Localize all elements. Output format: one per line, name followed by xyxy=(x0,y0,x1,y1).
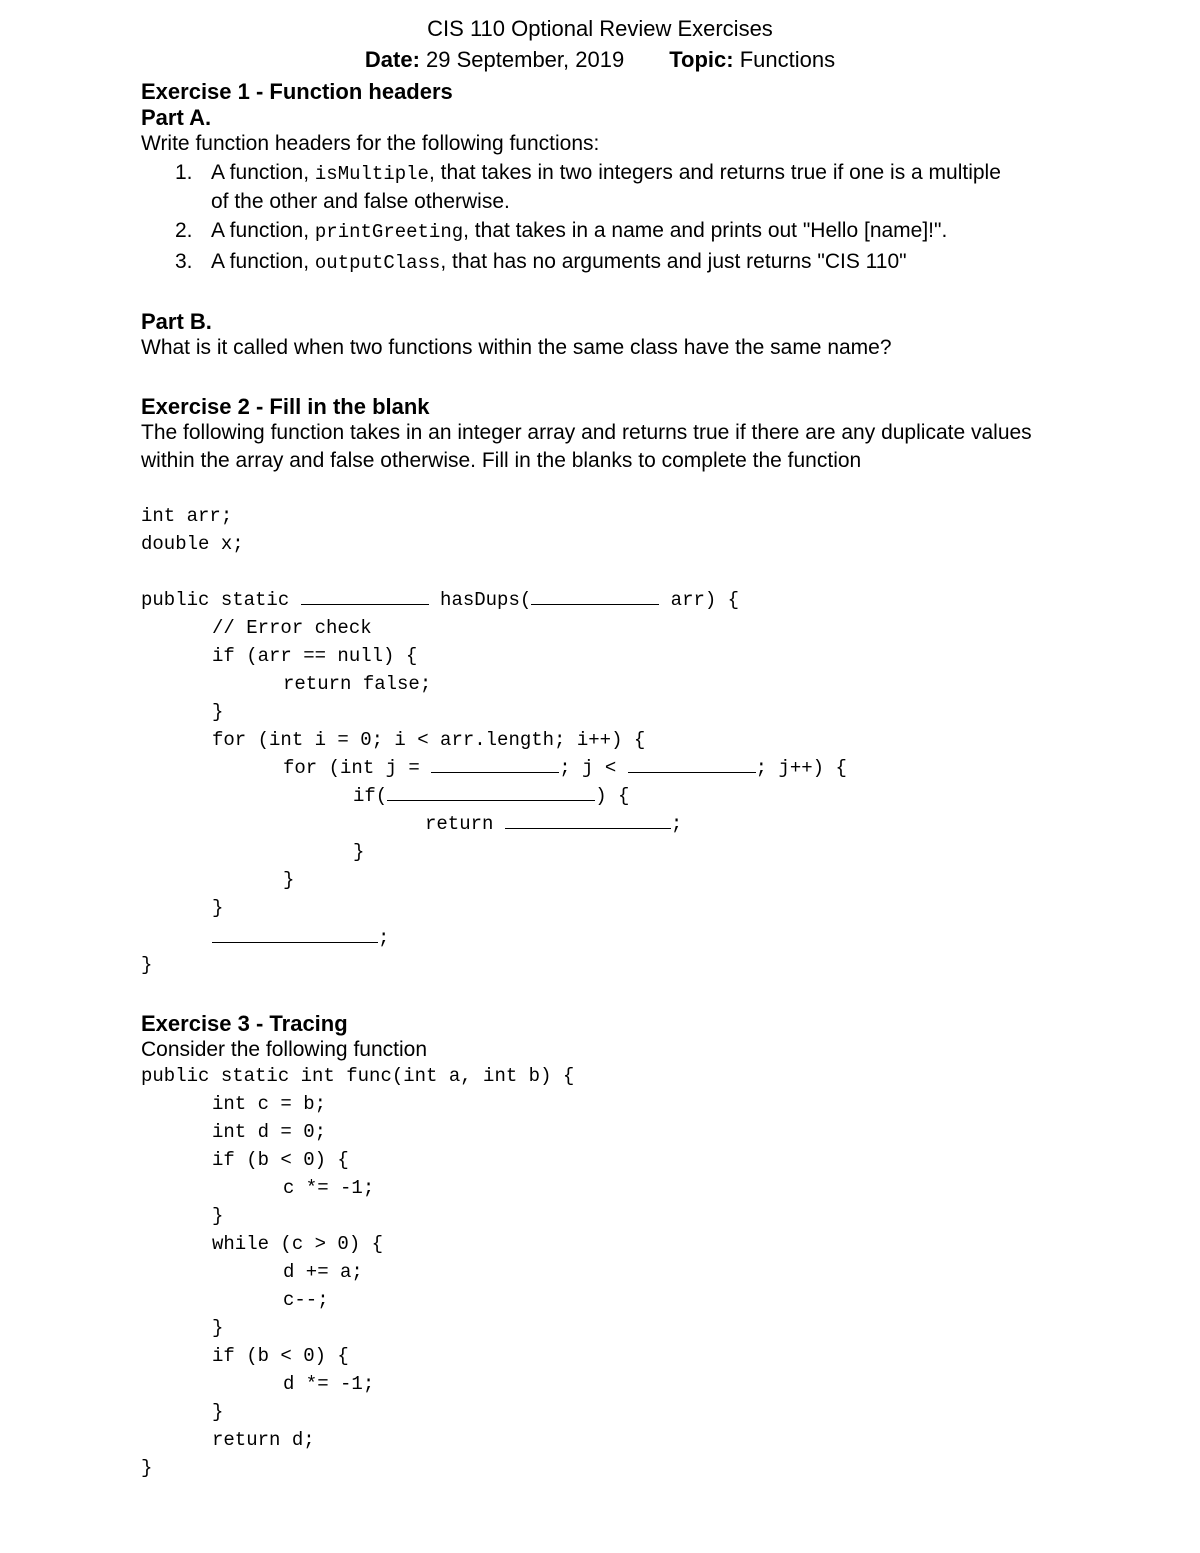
code-close-brace: } xyxy=(283,869,295,891)
exercise1-partA-intro: Write function headers for the following functions: xyxy=(141,132,600,155)
code-line-inner-for xyxy=(283,757,847,779)
code-line: int c = b; xyxy=(212,1093,327,1115)
fill-in-blank xyxy=(505,813,671,829)
code-line-final-return xyxy=(212,927,389,949)
code-line-return xyxy=(425,813,682,835)
topic-value: Functions xyxy=(739,47,836,72)
list-item-text: A function, xyxy=(211,250,315,273)
code-line-signature xyxy=(141,589,739,611)
code-line: d += a; xyxy=(283,1261,363,1283)
code-line: double x; xyxy=(141,533,244,555)
date-label: Date: xyxy=(364,47,420,72)
code-text: return xyxy=(425,813,505,835)
list-item-number: 1. xyxy=(175,161,193,184)
code-close-brace: } xyxy=(353,841,365,863)
code-text: hasDups( xyxy=(428,589,532,611)
fill-in-blank xyxy=(431,757,559,773)
code-text: ; j++) { xyxy=(755,757,847,779)
code-line-if xyxy=(353,785,629,807)
function-name-code: outputClass xyxy=(314,252,441,274)
code-line: c--; xyxy=(283,1289,329,1311)
code-close-brace: } xyxy=(212,1205,224,1227)
code-line: c *= -1; xyxy=(283,1177,375,1199)
function-name-code: isMultiple xyxy=(314,163,429,185)
code-text: for (int j = xyxy=(283,757,432,779)
exercise2-description: The following function takes in an integer array and returns true if there are any duplicate values xyxy=(141,421,1032,444)
code-text: ) { xyxy=(595,785,630,807)
list-item-text: A function, xyxy=(211,161,315,184)
list-item-text: , that takes in a name and prints out "Hello [name]!". xyxy=(463,219,948,242)
document-title: CIS 110 Optional Review Exercises xyxy=(427,16,773,41)
code-close-brace: } xyxy=(212,1317,224,1339)
list-item xyxy=(211,219,947,243)
code-line: while (c > 0) { xyxy=(212,1233,384,1255)
code-line: for (int i = 0; i < arr.length; i++) { xyxy=(212,729,646,751)
fill-in-blank xyxy=(212,927,378,943)
exercise1-title: Exercise 1 - Function headers xyxy=(141,79,453,104)
code-text: ; xyxy=(670,813,683,835)
code-close-brace: } xyxy=(212,1401,224,1423)
fill-in-blank xyxy=(301,589,429,605)
exercise3-intro: Consider the following function xyxy=(141,1038,428,1061)
exercise2-description: within the array and false otherwise. Fill in the blanks to complete the function xyxy=(141,449,862,472)
list-item-text: , that has no arguments and just returns "CIS 110" xyxy=(440,250,907,273)
code-text: ; xyxy=(378,927,390,949)
fill-in-blank xyxy=(387,785,595,801)
exercise1-partB-question: What is it called when two functions within the same class have the same name? xyxy=(141,336,892,359)
code-line: if (arr == null) { xyxy=(212,645,418,667)
exercise1-partA-title: Part A. xyxy=(141,105,212,130)
code-text: public static xyxy=(141,589,301,611)
code-close-brace: } xyxy=(141,1457,153,1479)
code-line: if (b < 0) { xyxy=(212,1345,349,1367)
code-line: return d; xyxy=(212,1429,315,1451)
code-close-brace: } xyxy=(212,701,224,723)
code-comment: // Error check xyxy=(212,617,372,639)
list-item xyxy=(211,250,907,274)
code-line: public static int func(int a, int b) { xyxy=(141,1065,575,1087)
list-item-continuation: of the other and false otherwise. xyxy=(211,190,510,213)
code-line: int d = 0; xyxy=(212,1121,327,1143)
list-item-number: 2. xyxy=(175,219,193,242)
document-subheader xyxy=(0,47,1200,73)
list-item xyxy=(211,161,1001,185)
list-item-text: , that takes in two integers and returns true if one is a multiple xyxy=(428,161,1001,184)
function-name-code: printGreeting xyxy=(314,221,464,243)
date-value: 29 September, 2019 xyxy=(426,47,625,72)
code-line: d *= -1; xyxy=(283,1373,375,1395)
fill-in-blank xyxy=(531,589,659,605)
code-line: int arr; xyxy=(141,505,233,527)
exercise2-title: Exercise 2 - Fill in the blank xyxy=(141,394,430,419)
code-line: if (b < 0) { xyxy=(212,1149,349,1171)
exercise1-partB-title: Part B. xyxy=(141,309,212,334)
code-text: arr) { xyxy=(659,589,740,611)
code-line: return false; xyxy=(283,673,432,695)
fill-in-blank xyxy=(628,757,756,773)
code-text: ; j < xyxy=(559,757,628,779)
code-close-brace: } xyxy=(212,897,224,919)
exercise3-title: Exercise 3 - Tracing xyxy=(141,1011,348,1036)
code-close-brace: } xyxy=(141,954,153,976)
list-item-text: A function, xyxy=(211,219,315,242)
topic-label: Topic: xyxy=(669,47,734,72)
code-text: if( xyxy=(353,785,388,807)
list-item-number: 3. xyxy=(175,250,193,273)
